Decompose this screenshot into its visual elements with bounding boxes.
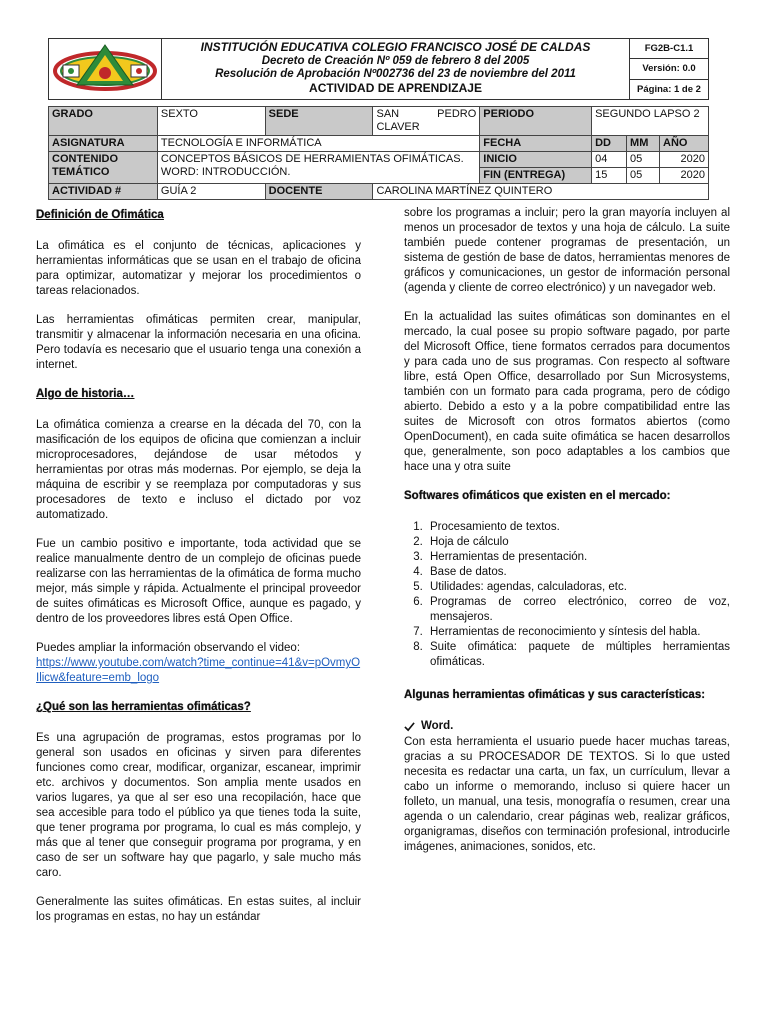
left-column <box>36 208 361 939</box>
page-number: Página: 1 de 2 <box>637 83 701 95</box>
table-row <box>49 152 709 168</box>
document-version: Versión: 0.0 <box>630 59 708 79</box>
contenido-value: CONCEPTOS BÁSICOS DE HERRAMIENTAS OFIMÁTICAS. WORD: INTRODUCCIÓN. <box>157 152 479 184</box>
inicio-dd: 04 <box>592 152 627 168</box>
asignatura-label: ASIGNATURA <box>49 136 158 152</box>
paragraph: Generalmente las suites ofimáticas. En estas suites, al incluir los programas en estas, no hay un estándar <box>36 896 361 923</box>
word-title: Word. <box>421 720 454 732</box>
mm-label: MM <box>627 136 660 152</box>
section-heading-herramientas: ¿Qué son las herramientas ofimáticas? <box>36 701 251 713</box>
document-code-block <box>630 39 708 99</box>
video-paragraph <box>36 641 361 686</box>
table-row <box>49 136 709 152</box>
video-link[interactable]: https://www.youtube.com/watch?time_continue=41&v=pOvmyOIlicw&feature=emb_logo <box>36 657 361 684</box>
paragraph: Con esta herramienta el usuario puede hacer muchas tareas, gracias a su PROCESADOR DE TEXTOS. Si lo que usted necesita es redactar una carta, un fax, un currículum, llevar a cabo un informe o memorando, incluso si quiere hacer un folleto, un manual, una tesis, monografía o resumen, crear una agenda o un calendario, crear páginas web, realizar gráficos, organigramas, diseños con terminación profesional, introducirle imágenes, animaciones, sonidos, etc. <box>404 736 730 853</box>
inicio-ano: 2020 <box>660 152 709 168</box>
contenido-label: CONTENIDO TEMÁTICO <box>49 152 158 184</box>
actividad-value: GUÍA 2 <box>157 184 265 200</box>
inicio-label: INICIO <box>480 152 592 168</box>
activity-title: ACTIVIDAD DE APRENDIZAJE <box>309 80 482 95</box>
paragraph: La ofimática es el conjunto de técnicas, aplicaciones y herramientas informáticas que se usan en el trabajo de oficina para optimizar, automatizar y mejorar los procedimientos o tareas relacionados. <box>36 240 361 297</box>
table-row <box>49 184 709 200</box>
periodo-label: PERIODO <box>480 107 592 136</box>
docente-label: DOCENTE <box>265 184 373 200</box>
inicio-mm: 05 <box>627 152 660 168</box>
list-item: 7. Herramientas de reconocimiento y síntesis del habla. <box>426 625 730 640</box>
docente-value: CAROLINA MARTÍNEZ QUINTERO <box>373 184 709 200</box>
grado-label: GRADO <box>49 107 158 136</box>
checkmark-icon <box>404 721 415 732</box>
section-heading-definicion: Definición de Ofimática <box>36 209 164 221</box>
list-item: 6. Programas de correo electrónico, correo de voz, mensajeros. <box>426 595 730 625</box>
paragraph: sobre los programas a incluir; pero la gran mayoría incluyen al menos un procesador de textos y una hoja de cálculo. La suite también puede contener programas de presentación, un sistema de gestión de base de datos, herramientas menores de gráficos y comunicaciones, un gestor de información personal (agenda y cliente de correo electrónico) y un navegador web. <box>404 207 730 294</box>
list-item: 4. Base de datos. <box>426 565 730 580</box>
header-title-block <box>162 39 630 99</box>
software-list <box>426 520 730 670</box>
word-heading <box>404 719 730 734</box>
paragraph: La ofimática comienza a crearse en la década del 70, con la masificación de los equipos de oficina que comienzan a incluir microprocesadores, dejándose de usar métodos y herramientas por otras más modernas. Por ejemplo, se deja la máquina de escribir y se reemplaza por computadoras y sus procesadores de texto e incluso el dictado por voz automatizado. <box>36 419 361 521</box>
grado-value: SEXTO <box>157 107 265 136</box>
paragraph: En la actualidad las suites ofimáticas son dominantes en el mercado, la cual posee su propio software pagado, por parte del Microsoft Office, tiene formatos cerrados para documentos y para cada uno de sus programas. Con respecto al software libre, está Open Office, desarrollado por Sun Microsystems, también con un formato para cada programa, pero de código abierto. Debido a esto y a la pobre compatibilidad entre las suites de Microsoft con otros formatos abiertos (como OpenDocument), en cada suite ofimática se hacen desarrollos que, generalmente, son poco adaptables a los cambios que hace una y otra suite <box>404 311 730 473</box>
section-heading-softwares: Softwares ofimáticos que existen en el mercado: <box>404 490 671 502</box>
fin-label: FIN (ENTREGA) <box>480 168 592 184</box>
document-code: FG2B-C1.1 <box>630 39 708 59</box>
school-logo <box>49 39 162 99</box>
resolution-line: Resolución de Aprobación Nº002736 del 23 de noviembre del 2011 <box>215 68 576 80</box>
fecha-label: FECHA <box>480 136 592 152</box>
paragraph: Es una agrupación de programas, estos programas por lo general son usados en oficinas y sirven para diferentes funciones como crear, modificar, organizar, escanear, imprimir etc. archivos y documentos. Son amplia mente usados en varios lugares, ya que al ser eso una recopilación, hace que sea accesible para todo el público ya que tienes toda la suite, que tener programa por programa, lo cual es más complejo, y más que al tener que conseguir programa por programa, y en caso de ser un software hay que pagarlo, y sale mucho más caro. <box>36 732 361 879</box>
paragraph: Fue un cambio positivo e importante, toda actividad que se realice manualmente dentro de un complejo de oficinas puede realizarse con las herramientas de la ofimática de forma mucho mejor, más simple y rápida. Actualmente el principal proveedor de suites ofimáticas es Microsoft Office, aunque es pagado, y dentro de los proveedores libres está Open Office. <box>36 538 361 625</box>
sede-label: SEDE <box>265 107 373 136</box>
school-crest-icon <box>49 39 162 99</box>
list-item: 1. Procesamiento de textos. <box>426 520 730 535</box>
periodo-value: SEGUNDO LAPSO 2 <box>592 107 709 136</box>
right-column <box>404 206 730 869</box>
list-item: 8. Suite ofimática: paquete de múltiples herramientas ofimáticas. <box>426 640 730 670</box>
paragraph: Las herramientas ofimáticas permiten crear, manipular, transmitir y almacenar la información necesaria en una oficina. Pero todavía es necesario que el usuario tenga una conexión a internet. <box>36 314 361 371</box>
list-item: 2. Hoja de cálculo <box>426 535 730 550</box>
document-header <box>48 38 709 100</box>
activity-info-table <box>48 106 709 200</box>
ano-label: AÑO <box>660 136 709 152</box>
institution-name: INSTITUCIÓN EDUCATIVA COLEGIO FRANCISCO JOSÉ DE CALDAS <box>200 40 591 54</box>
section-heading-historia: Algo de historia… <box>36 388 135 400</box>
video-intro: Puedes ampliar la información observando el video: <box>36 642 301 654</box>
list-item: 3. Herramientas de presentación. <box>426 550 730 565</box>
actividad-label: ACTIVIDAD # <box>49 184 158 200</box>
fin-ano: 2020 <box>660 168 709 184</box>
list-item: 5. Utilidades: agendas, calculadoras, etc. <box>426 580 730 595</box>
decree-line: Decreto de Creación Nº 059 de febrero 8 del 2005 <box>261 54 530 67</box>
fin-dd: 15 <box>592 168 627 184</box>
table-row <box>49 107 709 136</box>
dd-label: DD <box>592 136 627 152</box>
fin-mm: 05 <box>627 168 660 184</box>
section-heading-caracteristicas: Algunas herramientas ofimáticas y sus características: <box>404 689 706 701</box>
asignatura-value: TECNOLOGÍA E INFORMÁTICA <box>157 136 479 152</box>
sede-value: SAN PEDRO CLAVER <box>373 107 480 136</box>
